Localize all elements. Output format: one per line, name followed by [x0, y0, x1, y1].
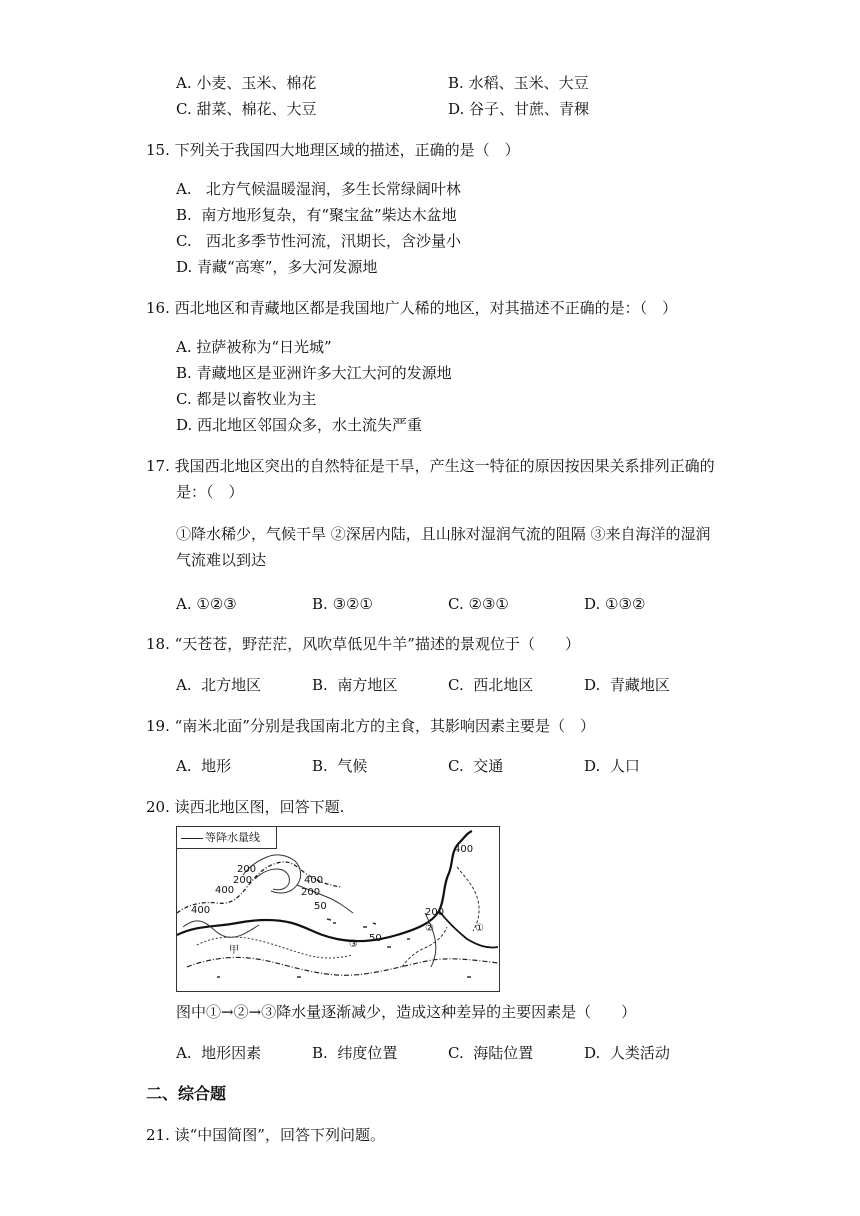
q14-option-a: A. 小麦、玉米、棉花 — [176, 74, 317, 92]
q16-option-d: D. 西北地区邻国众多，水土流失严重 — [176, 416, 423, 434]
map-label-50-b: 50 — [369, 933, 382, 944]
q15-option-c: C. 西北多季节性河流，汛期长，含沙量小 — [176, 232, 462, 250]
q19-option-c: C. 交通 — [448, 757, 504, 775]
q19-option-b: B. 气候 — [312, 757, 368, 775]
q16-option-c: C. 都是以畜牧业为主 — [176, 390, 317, 408]
q17-stem-continued: 是：（ ） — [176, 483, 244, 501]
q17-option-d: D. ①③② — [584, 595, 646, 613]
q21-stem: 21. 读“中国简图”，回答下列问题。 — [146, 1126, 385, 1144]
map-drawing — [177, 827, 498, 990]
isohyet-legend-line — [181, 838, 203, 839]
map-label-50-a: 50 — [314, 901, 327, 912]
q18-option-a: A. 北方地区 — [176, 676, 262, 694]
map-legend: 等降水量线 — [177, 827, 277, 849]
q14-option-d: D. 谷子、甘蔗、青稞 — [448, 100, 590, 118]
map-label-site-2: ② — [425, 923, 434, 934]
q16-stem: 16. 西北地区和青藏地区都是我国地广人稀的地区，对其描述不正确的是：（ ） — [146, 299, 678, 317]
q20-question: 图中①→②→③降水量逐渐减少，造成这种差异的主要因素是（ ） — [176, 1003, 637, 1021]
map-label-200-c: 200 — [301, 887, 321, 898]
q14-option-c: C. 甜菜、棉花、大豆 — [176, 100, 317, 118]
map-label-200-east: 200 — [425, 907, 445, 918]
map-label-site-3: ③ — [349, 939, 358, 950]
q20-option-a: A. 地形因素 — [176, 1044, 262, 1062]
q17-stem: 17. 我国西北地区突出的自然特征是干旱，产生这一特征的原因按因果关系排列正确的 — [146, 457, 715, 475]
q15-stem: 15. 下列关于我国四大地理区域的描述，正确的是（ ） — [146, 141, 520, 159]
q18-stem: 18. “天苍苍，野茫茫，风吹草低见牛羊”描述的景观位于（ ） — [146, 635, 580, 653]
q18-option-d: D. 青藏地区 — [584, 676, 670, 694]
q17-material: ①降水稀少，气候干旱 ②深居内陆，且山脉对湿润气流的阻隔 ③来自海洋的湿润 — [176, 525, 711, 543]
q19-option-d: D. 人口 — [584, 757, 640, 775]
q14-option-b: B. 水稻、玉米、大豆 — [448, 74, 589, 92]
q16-option-b: B. 青藏地区是亚洲许多大江大河的发源地 — [176, 364, 452, 382]
map-label-400-b: 400 — [215, 885, 235, 896]
northwest-region-map — [176, 826, 500, 992]
map-label-200-b: 200 — [233, 875, 253, 886]
q15-option-a: A. 北方气候温暖湿润，多生长常绿阔叶林 — [176, 180, 461, 198]
q19-stem: 19. “南米北面”分别是我国南北方的主食，其影响因素主要是（ ） — [146, 717, 595, 735]
q17-material-continued: 气流难以到达 — [176, 551, 267, 569]
q17-option-c: C. ②③① — [448, 595, 509, 613]
map-label-jia: 甲 — [229, 945, 239, 956]
map-label-400-east: 400 — [454, 844, 474, 855]
q16-option-a: A. 拉萨被称为“日光城” — [176, 338, 332, 356]
q20-option-c: C. 海陆位置 — [448, 1044, 534, 1062]
q17-option-b: B. ③②① — [312, 595, 373, 613]
q17-option-a: A. ①②③ — [176, 595, 237, 613]
section-heading: 二、综合题 — [146, 1084, 227, 1103]
q18-option-b: B. 南方地区 — [312, 676, 398, 694]
q15-option-b: B. 南方地形复杂，有“聚宝盆”柴达木盆地 — [176, 206, 457, 224]
q20-option-d: D. 人类活动 — [584, 1044, 670, 1062]
q15-option-d: D. 青藏“高寒”，多大河发源地 — [176, 258, 378, 276]
q20-option-b: B. 纬度位置 — [312, 1044, 398, 1062]
map-label-200-a: 200 — [237, 864, 257, 875]
q18-option-c: C. 西北地区 — [448, 676, 534, 694]
q19-option-a: A. 地形 — [176, 757, 232, 775]
map-label-400-c: 400 — [304, 875, 324, 886]
q20-stem: 20. 读西北地区图，回答下题. — [146, 798, 345, 816]
map-label-400-west: 400 — [191, 905, 211, 916]
map-label-site-1: ① — [475, 923, 484, 934]
